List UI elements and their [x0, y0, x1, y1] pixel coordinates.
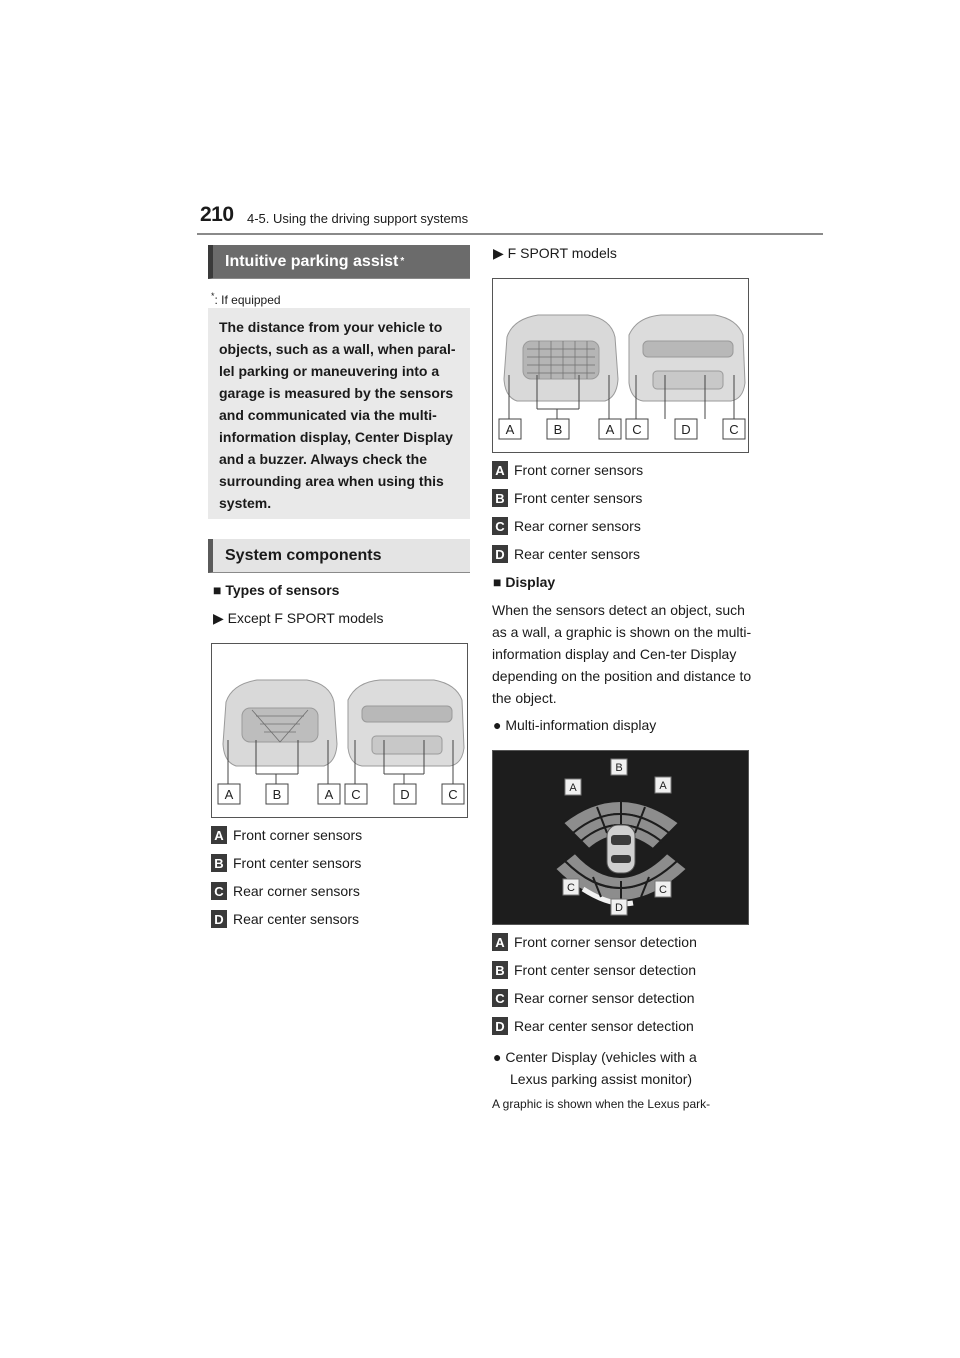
legend-text: Front center sensors: [514, 490, 643, 506]
legend-text: Front corner sensors: [233, 827, 363, 843]
page-number: 210: [200, 203, 234, 226]
legend-row: [211, 910, 359, 928]
except-fsport-label: [213, 610, 384, 627]
legend-text: Rear corner sensors: [514, 518, 641, 534]
fig-left-label-3: A: [324, 787, 334, 802]
legend-text: Front center sensors: [233, 855, 362, 871]
legend-text: Rear corner sensor detection: [514, 990, 695, 1006]
mid-label-a-left: A: [569, 782, 577, 794]
car-illustration-fsport: [493, 279, 749, 453]
title-text: Intuitive parking assist: [225, 252, 399, 270]
fsport-text: F SPORT models: [507, 245, 617, 261]
legend-letter: D: [492, 1017, 508, 1035]
legend-row: [492, 989, 695, 1007]
fig-right-label-6: C: [729, 422, 739, 437]
header-divider: [197, 233, 823, 235]
legend-row: [211, 854, 361, 872]
legend-letter: C: [492, 517, 508, 535]
fig-right-label-1: A: [505, 422, 515, 437]
center-display-text-2: Lexus parking assist monitor): [510, 1071, 693, 1087]
legend-letter: D: [492, 545, 508, 563]
mid-label-text: Multi-information display: [505, 717, 657, 733]
legend-text: Front corner sensors: [514, 462, 644, 478]
legend-letter: D: [211, 910, 227, 928]
legend-text: Front center sensor detection: [514, 962, 697, 978]
mid-label-a-right: A: [659, 780, 667, 792]
legend-letter: A: [492, 461, 508, 479]
legend-letter: C: [211, 882, 227, 900]
sensor-figure-fsport: [492, 278, 749, 453]
fig-left-label-6: C: [448, 787, 458, 802]
round-bullet-icon: ●: [493, 1049, 502, 1065]
except-fsport-text: Except F SPORT models: [227, 610, 384, 626]
legend-row: [492, 961, 696, 979]
legend-row: [492, 1017, 694, 1035]
triangle-bullet-icon: ▶: [493, 245, 504, 261]
legend-text: Rear center sensor detection: [514, 1018, 694, 1034]
mid-label: [493, 717, 656, 733]
legend-letter: C: [492, 989, 508, 1007]
fig-left-label-4: C: [351, 787, 361, 802]
legend-row: [492, 489, 642, 507]
title-asterisk: *: [400, 256, 405, 267]
types-heading-text: Types of sensors: [225, 582, 340, 598]
system-components-heading: [208, 539, 470, 573]
mid-label-c-left: C: [567, 882, 575, 894]
legend-row: [492, 517, 641, 535]
car-illustration-standard: [212, 644, 468, 818]
types-heading: [213, 582, 339, 598]
legend-row: [492, 933, 697, 951]
display-heading-text: Display: [505, 574, 556, 590]
center-display-text-1: Center Display (vehicles with a: [505, 1049, 697, 1065]
fig-left-label-1: A: [224, 787, 234, 802]
legend-text: Rear center sensors: [233, 911, 360, 927]
legend-row: [492, 545, 640, 563]
legend-letter: B: [492, 489, 508, 507]
display-description: When the sensors detect an object, such as a wall, a graphic is shown on the multi-information display and Cen-ter Display depending on the position and distance to the object.: [492, 602, 752, 706]
footnote: [211, 291, 281, 307]
display-heading: [493, 574, 555, 590]
legend-letter: A: [211, 826, 227, 844]
triangle-bullet-icon: ▶: [213, 610, 224, 626]
round-bullet-icon: ●: [493, 717, 502, 733]
mid-label-c-right: C: [659, 884, 667, 896]
legend-text: Rear center sensors: [514, 546, 641, 562]
mid-label-b: B: [615, 762, 623, 774]
mid-display-figure: [492, 750, 749, 925]
legend-letter: B: [211, 854, 227, 872]
fig-right-label-4: C: [632, 422, 642, 437]
legend-text: Rear corner sensors: [233, 883, 360, 899]
square-bullet-icon: ■: [493, 574, 502, 590]
legend-letter: B: [492, 961, 508, 979]
square-bullet-icon: ■: [213, 582, 222, 598]
bottom-note: A graphic is shown when the Lexus park-: [492, 1097, 711, 1111]
legend-row: [211, 826, 362, 844]
fig-right-label-2: B: [553, 422, 563, 437]
title-heading: [208, 245, 470, 279]
sensor-figure-standard: [211, 643, 468, 818]
footnote-text: : If equipped: [214, 293, 281, 307]
legend-row: [211, 882, 360, 900]
fig-right-label-5: D: [681, 422, 691, 437]
fig-left-label-2: B: [272, 787, 282, 802]
intro-box: The distance from your vehicle to objects, such as a wall, when paral-lel parking or maneuvering into a garage is measured by the sensors and communicated via the multi-information display, Center Display and a buzzer. Always check the surrounding area when using this system.: [208, 308, 470, 519]
section-title: 4-5. Using the driving support systems: [247, 211, 469, 226]
system-components-text: System components: [225, 546, 382, 564]
legend-letter: A: [492, 933, 508, 951]
legend-row: [492, 461, 643, 479]
mid-label-d: D: [615, 902, 623, 914]
center-display-label: [493, 1046, 697, 1090]
footnote-asterisk: *: [211, 291, 215, 301]
fsport-label: [493, 245, 617, 262]
fig-right-label-3: A: [605, 422, 615, 437]
legend-text: Front corner sensor detection: [514, 934, 697, 950]
fig-left-label-5: D: [400, 787, 410, 802]
mid-display-graphic: [493, 751, 749, 925]
